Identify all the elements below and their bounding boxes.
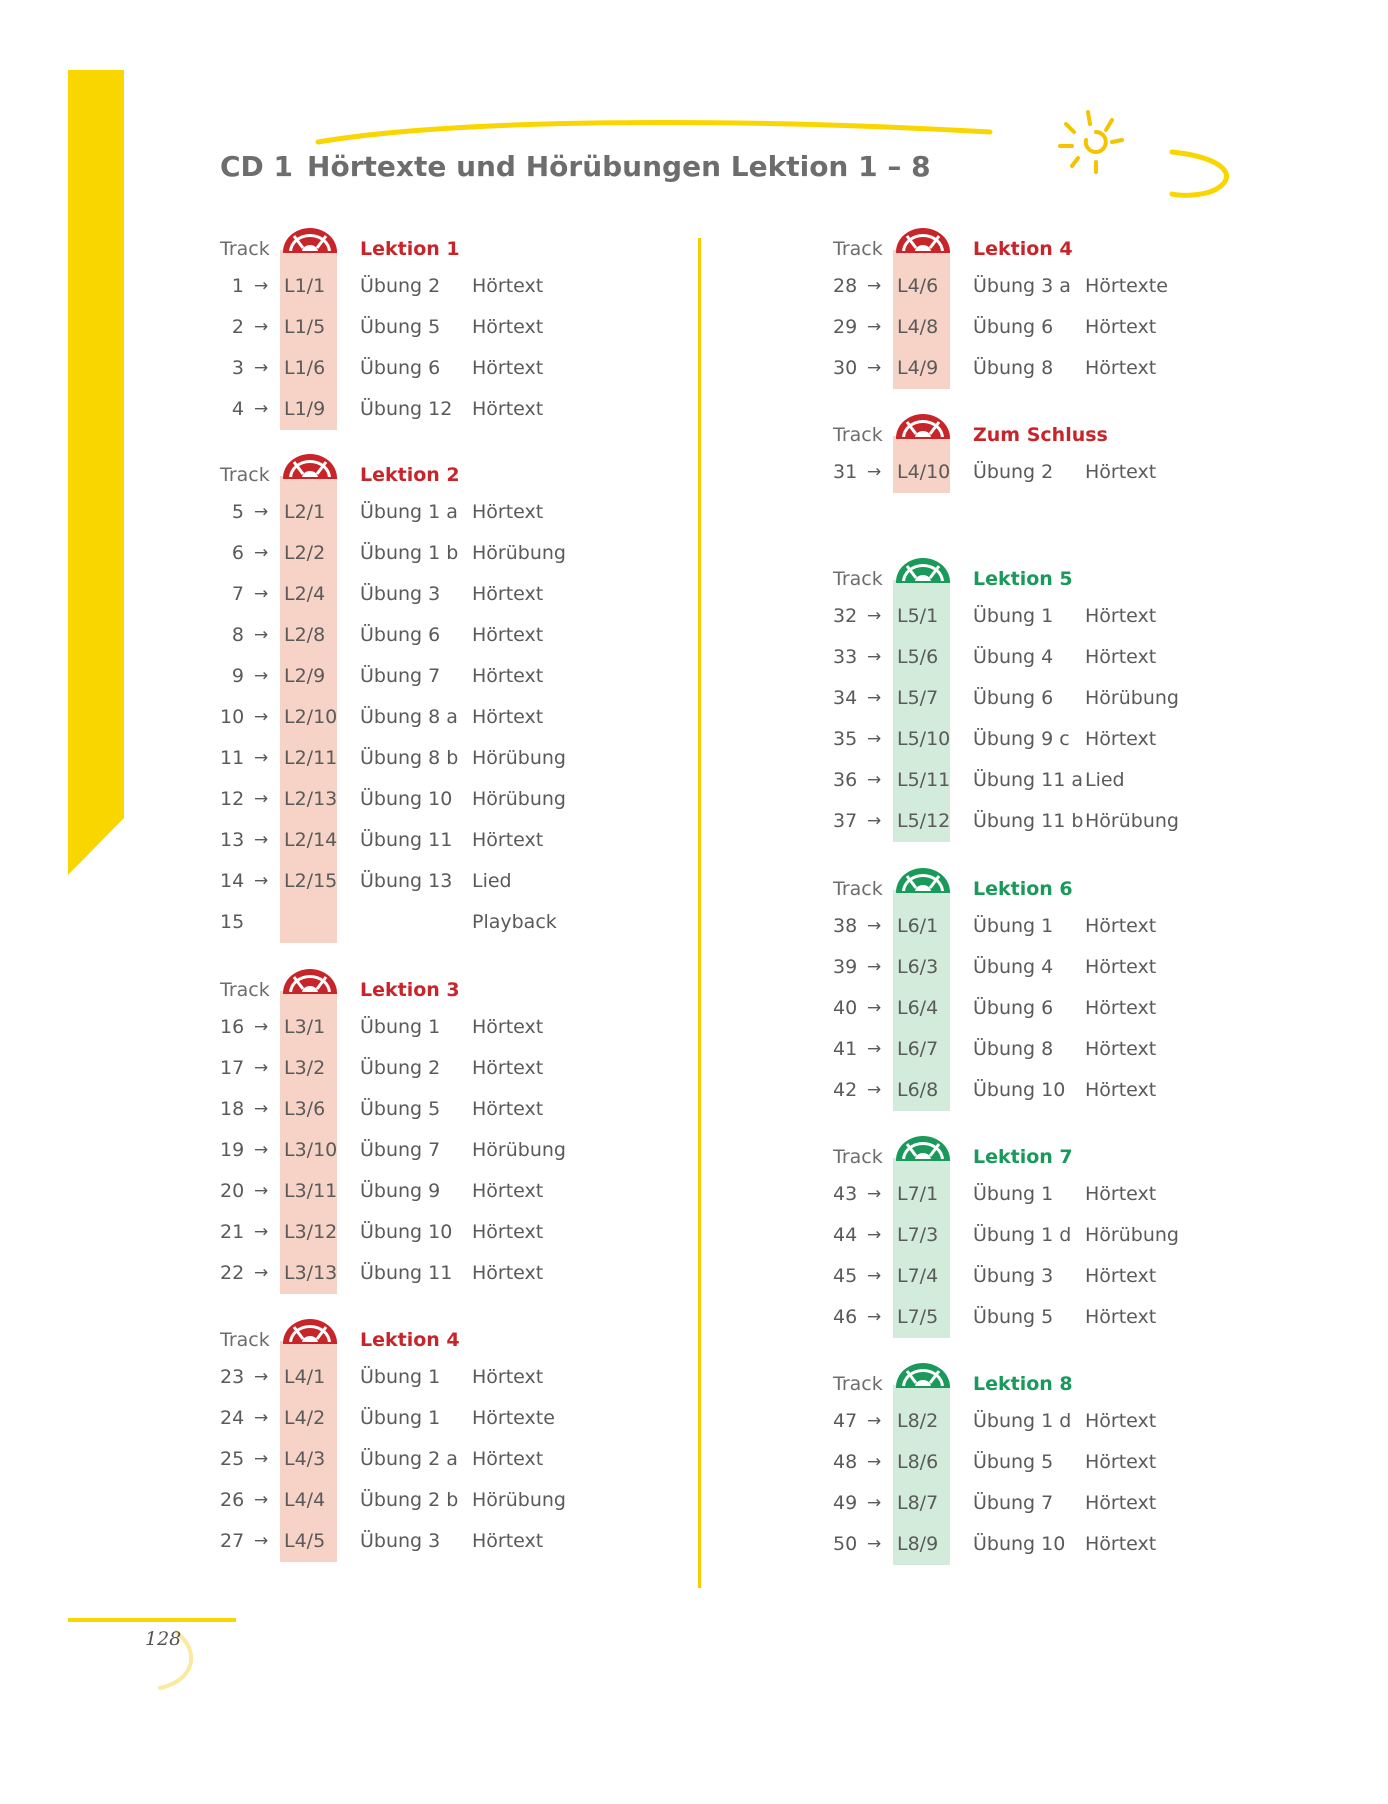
track-number: 3: [231, 357, 244, 379]
track-number: 19: [220, 1139, 245, 1161]
arrow-icon: →: [867, 462, 882, 482]
exercise-label: Übung 11 a: [973, 769, 1084, 791]
exercise-label: Übung 9 c: [973, 728, 1070, 750]
cd-icon: [280, 967, 340, 995]
cd-icon: [893, 226, 953, 254]
exercise-label: Übung 6: [360, 624, 441, 646]
exercise-label: Übung 11 b: [973, 810, 1084, 832]
audio-type: Hörtext: [1085, 1079, 1157, 1101]
audio-type: Hörtext: [472, 1262, 544, 1284]
arrow-icon: →: [867, 1411, 882, 1431]
audio-type: Hörtext: [472, 398, 544, 420]
track-label: Track: [833, 238, 883, 260]
lesson-reference: L1/9: [284, 398, 326, 420]
audio-type: Hörtext: [472, 1221, 544, 1243]
arrow-icon: →: [254, 1181, 269, 1201]
audio-type: Lied: [1085, 769, 1125, 791]
track-number: 2: [231, 316, 244, 338]
track-number: 20: [220, 1180, 245, 1202]
audio-type: Hörtext: [1085, 997, 1157, 1019]
track-number: 12: [220, 788, 245, 810]
lesson-reference: L7/1: [897, 1183, 939, 1205]
track-label: Track: [833, 424, 883, 446]
lesson-reference: L3/12: [284, 1221, 338, 1243]
lesson-reference: L6/4: [897, 997, 939, 1019]
audio-type: Hörtext: [1085, 1410, 1157, 1432]
page-title-cd: CD 1: [220, 150, 294, 183]
track-number: 44: [833, 1224, 858, 1246]
lesson-reference: L5/6: [897, 646, 939, 668]
track-number: 32: [833, 605, 858, 627]
exercise-label: Übung 3: [360, 583, 441, 605]
track-number: 40: [833, 997, 858, 1019]
track-number: 36: [833, 769, 858, 791]
exercise-label: Übung 11: [360, 829, 453, 851]
track-label: Track: [833, 878, 883, 900]
lesson-reference: L2/15: [284, 870, 338, 892]
exercise-label: Übung 2: [973, 461, 1054, 483]
arrow-icon: →: [254, 666, 269, 686]
arrow-icon: →: [254, 1408, 269, 1428]
audio-type: Hörtext: [472, 829, 544, 851]
column-divider: [698, 238, 701, 1588]
track-number: 13: [220, 829, 245, 851]
audio-type: Hörtext: [472, 275, 544, 297]
track-number: 41: [833, 1038, 858, 1060]
arrow-icon: →: [254, 625, 269, 645]
audio-type: Hörtext: [472, 1530, 544, 1552]
arrow-icon: →: [867, 1039, 882, 1059]
lesson-reference: L4/9: [897, 357, 939, 379]
audio-type: Hörtext: [472, 583, 544, 605]
track-label: Track: [833, 1146, 883, 1168]
exercise-label: Übung 11: [360, 1262, 453, 1284]
lesson-reference: L8/9: [897, 1533, 939, 1555]
track-number: 24: [220, 1407, 245, 1429]
lesson-reference: L1/6: [284, 357, 326, 379]
cd-icon: [893, 556, 953, 584]
cd-icon: [280, 1317, 340, 1345]
footer-decoration: [0, 0, 260, 1760]
track-number: 31: [833, 461, 858, 483]
audio-type: Hörtext: [472, 1366, 544, 1388]
track-number: 9: [231, 665, 244, 687]
lesson-reference: L3/13: [284, 1262, 338, 1284]
lesson-reference: L4/4: [284, 1489, 326, 1511]
arrow-icon: →: [867, 647, 882, 667]
exercise-label: Übung 1: [360, 1366, 441, 1388]
lesson-reference: L1/1: [284, 275, 326, 297]
lesson-reference: L5/1: [897, 605, 939, 627]
audio-type: Hörtext: [472, 1057, 544, 1079]
lesson-reference: L4/10: [897, 461, 951, 483]
audio-type: Hörtexte: [1085, 275, 1168, 297]
track-number: 38: [833, 915, 858, 937]
lesson-reference: L3/6: [284, 1098, 326, 1120]
arrow-icon: →: [867, 957, 882, 977]
section-title: Lektion 3: [360, 979, 460, 1001]
section-title: Lektion 5: [973, 568, 1073, 590]
audio-type: Hörübung: [472, 788, 566, 810]
track-label: Track: [220, 238, 270, 260]
arrow-icon: →: [867, 811, 882, 831]
exercise-label: Übung 1: [360, 1016, 441, 1038]
audio-type: Hörtext: [1085, 1492, 1157, 1514]
track-number: 33: [833, 646, 858, 668]
exercise-label: Übung 6: [973, 687, 1054, 709]
audio-type: Hörübung: [472, 1489, 566, 1511]
arrow-icon: →: [867, 998, 882, 1018]
audio-type: Hörtext: [472, 1180, 544, 1202]
exercise-label: Übung 1 d: [973, 1224, 1072, 1246]
track-label: Track: [833, 568, 883, 590]
exercise-label: Übung 7: [360, 1139, 441, 1161]
cd-icon: [893, 1361, 953, 1389]
arrow-icon: →: [254, 1449, 269, 1469]
exercise-label: Übung 1: [973, 915, 1054, 937]
exercise-label: Übung 6: [973, 997, 1054, 1019]
lesson-reference: L2/13: [284, 788, 338, 810]
lesson-reference: L2/9: [284, 665, 326, 687]
arrow-icon: →: [867, 1184, 882, 1204]
exercise-label: Übung 5: [360, 1098, 441, 1120]
exercise-label: Übung 3 a: [973, 275, 1071, 297]
audio-type: Hörtext: [1085, 1306, 1157, 1328]
audio-type: Hörtext: [472, 706, 544, 728]
exercise-label: Übung 1: [360, 1407, 441, 1429]
audio-type: Playback: [472, 911, 557, 933]
lesson-reference: L5/11: [897, 769, 951, 791]
audio-type: Hörtext: [472, 624, 544, 646]
track-number: 10: [220, 706, 245, 728]
audio-type: Hörübung: [472, 1139, 566, 1161]
section-title: Lektion 6: [973, 878, 1073, 900]
audio-type: Hörübung: [1085, 687, 1179, 709]
arrow-icon: →: [254, 1099, 269, 1119]
lesson-reference: L2/2: [284, 542, 326, 564]
audio-type: Hörtext: [1085, 1038, 1157, 1060]
arrow-icon: →: [254, 543, 269, 563]
track-number: 43: [833, 1183, 858, 1205]
arrow-icon: →: [867, 317, 882, 337]
track-label: Track: [220, 1329, 270, 1351]
lesson-reference: L4/5: [284, 1530, 326, 1552]
lesson-reference: L4/3: [284, 1448, 326, 1470]
audio-type: Hörtexte: [472, 1407, 555, 1429]
audio-type: Hörtext: [472, 665, 544, 687]
lesson-reference: L2/8: [284, 624, 326, 646]
audio-type: Hörtext: [472, 1098, 544, 1120]
lesson-reference: L2/11: [284, 747, 338, 769]
track-number: 47: [833, 1410, 858, 1432]
audio-type: Hörtext: [472, 1016, 544, 1038]
arrow-icon: →: [254, 1017, 269, 1037]
lesson-reference: L3/10: [284, 1139, 338, 1161]
track-number: 14: [220, 870, 245, 892]
arrow-icon: →: [254, 399, 269, 419]
track-number: 15: [220, 911, 245, 933]
arrow-icon: →: [254, 1367, 269, 1387]
lesson-reference: L6/1: [897, 915, 939, 937]
lesson-reference: L6/3: [897, 956, 939, 978]
exercise-label: Übung 4: [973, 956, 1054, 978]
audio-type: Hörübung: [1085, 1224, 1179, 1246]
arrow-icon: →: [254, 1140, 269, 1160]
audio-type: Hörübung: [1085, 810, 1179, 832]
exercise-label: Übung 10: [973, 1079, 1066, 1101]
arrow-icon: →: [254, 584, 269, 604]
track-number: 17: [220, 1057, 245, 1079]
lesson-reference: L4/1: [284, 1366, 326, 1388]
exercise-label: Übung 2: [360, 275, 441, 297]
exercise-label: Übung 1: [973, 1183, 1054, 1205]
section-title: Lektion 1: [360, 238, 460, 260]
track-number: 7: [231, 583, 244, 605]
track-number: 34: [833, 687, 858, 709]
section-title: Lektion 4: [360, 1329, 460, 1351]
track-number: 16: [220, 1016, 245, 1038]
arrow-icon: →: [867, 688, 882, 708]
track-number: 18: [220, 1098, 245, 1120]
exercise-label: Übung 8 b: [360, 747, 459, 769]
audio-type: Hörtext: [1085, 357, 1157, 379]
arrow-icon: →: [254, 1531, 269, 1551]
track-number: 29: [833, 316, 858, 338]
cd-icon: [893, 412, 953, 440]
audio-type: Hörübung: [472, 747, 566, 769]
cd-icon: [893, 866, 953, 894]
track-label: Track: [833, 1373, 883, 1395]
arrow-icon: →: [867, 916, 882, 936]
arrow-icon: →: [867, 1080, 882, 1100]
exercise-label: Übung 3: [360, 1530, 441, 1552]
lesson-reference: L4/2: [284, 1407, 326, 1429]
arrow-icon: →: [867, 1266, 882, 1286]
cd-icon: [280, 226, 340, 254]
track-number: 35: [833, 728, 858, 750]
audio-type: Hörtext: [472, 357, 544, 379]
arrow-icon: →: [254, 871, 269, 891]
audio-type: Hörtext: [472, 1448, 544, 1470]
audio-type: Hörtext: [1085, 956, 1157, 978]
section-title: Lektion 8: [973, 1373, 1073, 1395]
exercise-label: Übung 2: [360, 1057, 441, 1079]
arrow-icon: →: [254, 358, 269, 378]
exercise-label: Übung 5: [973, 1306, 1054, 1328]
arrow-icon: →: [254, 707, 269, 727]
exercise-label: Übung 5: [360, 316, 441, 338]
track-number: 4: [231, 398, 244, 420]
audio-type: Hörtext: [1085, 1183, 1157, 1205]
arrow-icon: →: [254, 317, 269, 337]
audio-type: Hörübung: [472, 542, 566, 564]
track-label: Track: [220, 979, 270, 1001]
section-title: Lektion 4: [973, 238, 1073, 260]
audio-type: Hörtext: [1085, 1265, 1157, 1287]
lesson-reference: L7/3: [897, 1224, 939, 1246]
arrow-icon: →: [254, 1263, 269, 1283]
exercise-label: Übung 6: [973, 316, 1054, 338]
exercise-label: Übung 4: [973, 646, 1054, 668]
track-number: 5: [231, 501, 244, 523]
exercise-label: Übung 7: [973, 1492, 1054, 1514]
exercise-label: Übung 8: [973, 1038, 1054, 1060]
track-number: 27: [220, 1530, 245, 1552]
lesson-reference: L3/2: [284, 1057, 326, 1079]
track-number: 30: [833, 357, 858, 379]
cd-icon: [280, 452, 340, 480]
lesson-reference: L7/4: [897, 1265, 939, 1287]
lesson-reference: L6/8: [897, 1079, 939, 1101]
audio-type: Hörtext: [1085, 461, 1157, 483]
section-title: Lektion 2: [360, 464, 460, 486]
cd-icon: [893, 1134, 953, 1162]
audio-type: Hörtext: [1085, 728, 1157, 750]
arrow-icon: →: [867, 1307, 882, 1327]
arrow-icon: →: [867, 358, 882, 378]
arrow-icon: →: [867, 729, 882, 749]
lesson-reference: L7/5: [897, 1306, 939, 1328]
track-number: 48: [833, 1451, 858, 1473]
exercise-label: Übung 2 a: [360, 1448, 458, 1470]
exercise-label: Übung 1 d: [973, 1410, 1072, 1432]
lesson-reference: L5/10: [897, 728, 951, 750]
section-title: Lektion 7: [973, 1146, 1073, 1168]
track-number: 42: [833, 1079, 858, 1101]
lesson-reference: L2/1: [284, 501, 326, 523]
audio-type: Hörtext: [1085, 1533, 1157, 1555]
track-number: 1: [231, 275, 244, 297]
track-number: 45: [833, 1265, 858, 1287]
section-title: Zum Schluss: [973, 424, 1108, 446]
sun-icon: [1060, 112, 1122, 172]
track-number: 22: [220, 1262, 245, 1284]
exercise-label: Übung 8: [973, 357, 1054, 379]
audio-type: Hörtext: [472, 316, 544, 338]
lesson-reference: L4/8: [897, 316, 939, 338]
lesson-reference: L2/10: [284, 706, 338, 728]
audio-type: Lied: [472, 870, 512, 892]
page-title-text: Hörtexte und Hörübungen Lektion 1 – 8: [307, 150, 931, 183]
track-number: 26: [220, 1489, 245, 1511]
lesson-reference: L3/11: [284, 1180, 338, 1202]
track-number: 21: [220, 1221, 245, 1243]
lesson-reference: L5/12: [897, 810, 951, 832]
audio-type: Hörtext: [1085, 646, 1157, 668]
arrow-icon: →: [254, 502, 269, 522]
exercise-label: Übung 8 a: [360, 706, 458, 728]
track-number: 8: [231, 624, 244, 646]
arrow-icon: →: [867, 1534, 882, 1554]
exercise-label: Übung 13: [360, 870, 453, 892]
lesson-reference: L2/14: [284, 829, 338, 851]
exercise-label: Übung 1: [973, 605, 1054, 627]
track-number: 11: [220, 747, 245, 769]
lesson-reference: L8/2: [897, 1410, 939, 1432]
arrow-icon: →: [867, 1225, 882, 1245]
track-number: 28: [833, 275, 858, 297]
arrow-icon: →: [867, 276, 882, 296]
arrow-icon: →: [867, 606, 882, 626]
audio-type: Hörtext: [1085, 316, 1157, 338]
audio-type: Hörtext: [1085, 1451, 1157, 1473]
track-number: 39: [833, 956, 858, 978]
audio-type: Hörtext: [472, 501, 544, 523]
track-number: 50: [833, 1533, 858, 1555]
arrow-icon: →: [254, 789, 269, 809]
track-number: 46: [833, 1306, 858, 1328]
lesson-reference: L6/7: [897, 1038, 939, 1060]
track-number: 23: [220, 1366, 245, 1388]
arrow-icon: →: [254, 1222, 269, 1242]
lesson-reference: L8/7: [897, 1492, 939, 1514]
arrow-icon: →: [254, 1490, 269, 1510]
arrow-icon: →: [254, 276, 269, 296]
exercise-label: Übung 10: [360, 1221, 453, 1243]
arrow-icon: →: [254, 830, 269, 850]
page-title: [220, 150, 931, 183]
lesson-reference: L3/1: [284, 1016, 326, 1038]
exercise-label: Übung 1 a: [360, 501, 458, 523]
arrow-icon: →: [254, 748, 269, 768]
exercise-label: Übung 10: [360, 788, 453, 810]
track-number: 25: [220, 1448, 245, 1470]
exercise-label: Übung 1 b: [360, 542, 459, 564]
track-number: 49: [833, 1492, 858, 1514]
audio-type: Hörtext: [1085, 915, 1157, 937]
exercise-label: Übung 7: [360, 665, 441, 687]
track-number: 6: [231, 542, 244, 564]
exercise-label: Übung 10: [973, 1533, 1066, 1555]
lesson-reference: L5/7: [897, 687, 939, 709]
exercise-label: Übung 6: [360, 357, 441, 379]
lesson-reference: L8/6: [897, 1451, 939, 1473]
lesson-reference: L2/4: [284, 583, 326, 605]
arrow-icon: →: [867, 1493, 882, 1513]
arrow-icon: →: [254, 1058, 269, 1078]
exercise-label: Übung 5: [973, 1451, 1054, 1473]
track-label: Track: [220, 464, 270, 486]
track-number: 37: [833, 810, 858, 832]
exercise-label: Übung 2 b: [360, 1489, 459, 1511]
lesson-reference: L4/6: [897, 275, 939, 297]
audio-type: Hörtext: [1085, 605, 1157, 627]
arrow-icon: →: [867, 770, 882, 790]
exercise-label: Übung 9: [360, 1180, 441, 1202]
exercise-label: Übung 12: [360, 398, 453, 420]
page-number: 128: [145, 1628, 182, 1650]
exercise-label: Übung 3: [973, 1265, 1054, 1287]
lesson-reference: L1/5: [284, 316, 326, 338]
arrow-icon: →: [867, 1452, 882, 1472]
